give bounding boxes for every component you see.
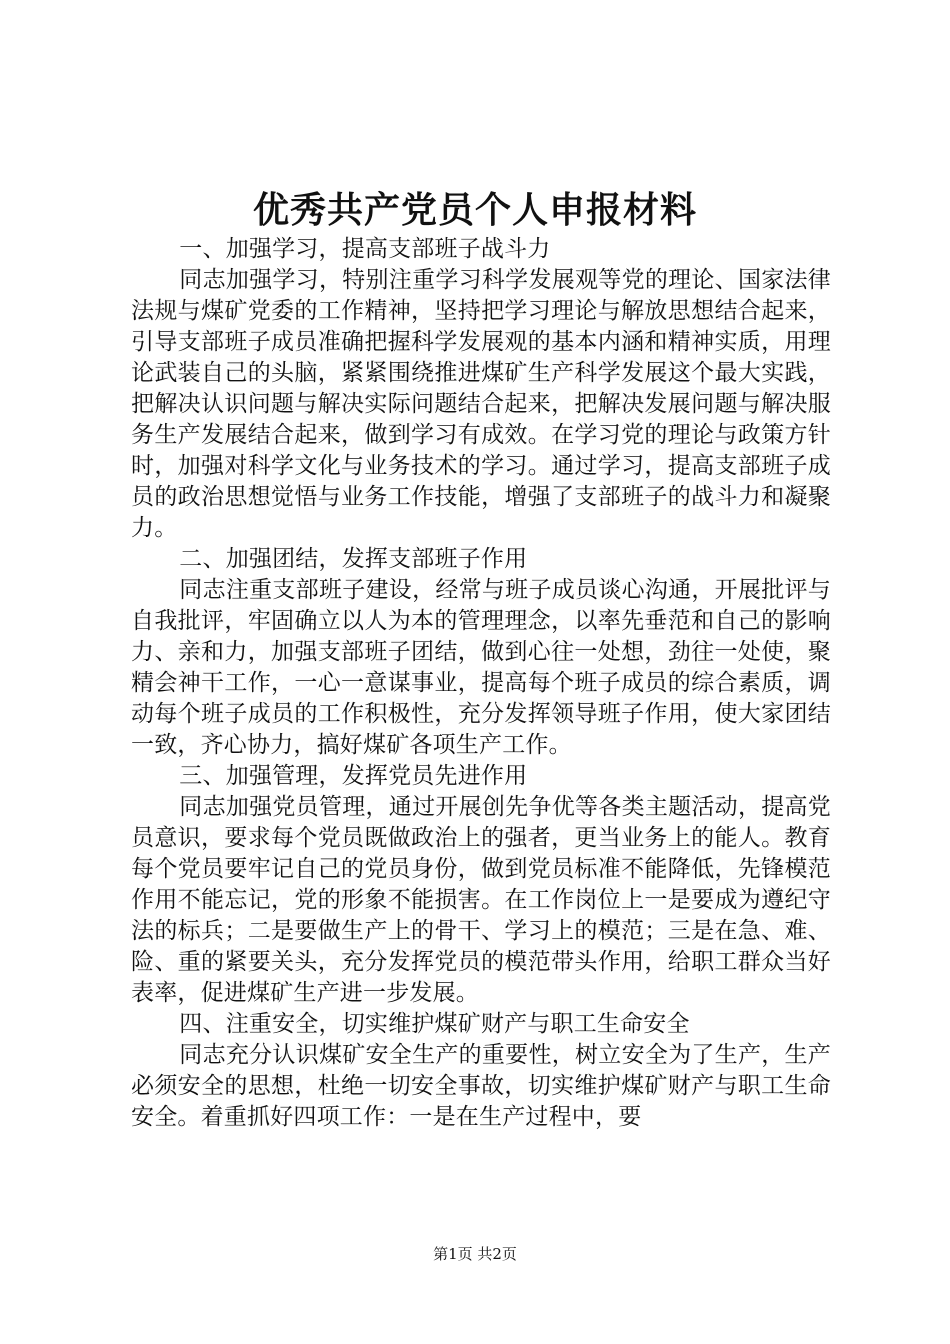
section-paragraph-2: 同志注重支部班子建设，经常与班子成员谈心沟通，开展批评与自我批评，牢固确立以人为本的管理理念，以率先垂范和自己的影响力、亲和力，加强支部班子团结，做到心往一处想，劲往一处使，聚精会神干工作，一心一意谋事业，提高每个班子成员的综合素质，调动每个班子成员的工作积极性，充分发挥领导班子作用，使大家团结一致，齐心协力，搞好煤矿各项生产工作。 bbox=[131, 577, 831, 758]
page-number-footer: 第1页 共2页 bbox=[433, 1245, 517, 1263]
section-heading-2: 二、加强团结，发挥支部班子作用 bbox=[179, 546, 528, 572]
document-body bbox=[131, 234, 831, 1133]
section-heading-1: 一、加强学习，提高支部班子战斗力 bbox=[179, 236, 551, 262]
section-paragraph-4: 同志充分认识煤矿安全生产的重要性，树立安全为了生产，生产必须安全的思想，杜绝一切安全事故，切实维护煤矿财产与职工生命安全。着重抓好四项工作：一是在生产过程中，要 bbox=[131, 1042, 831, 1130]
section-paragraph-3: 同志加强党员管理，通过开展创先争优等各类主题活动，提高党员意识，要求每个党员既做政治上的强者，更当业务上的能人。教育每个党员要牢记自己的党员身份，做到党员标准不能降低，先锋模范作用不能忘记，党的形象不能损害。在工作岗位上一是要成为遵纪守法的标兵；二是要做生产上的骨干、学习上的模范；三是在急、难、险、重的紧要关头，充分发挥党员的模范带头作用，给职工群众当好表率，促进煤矿生产进一步发展。 bbox=[131, 794, 831, 1006]
section-heading-3: 三、加强管理，发挥党员先进作用 bbox=[179, 763, 528, 789]
section-heading-4: 四、注重安全，切实维护煤矿财产与职工生命安全 bbox=[179, 1011, 690, 1037]
document-title: 优秀共产党员个人申报材料 bbox=[252, 189, 697, 231]
section-paragraph-1: 同志加强学习，特别注重学习科学发展观等党的理论、国家法律法规与煤矿党委的工作精神，坚持把学习理论与解放思想结合起来，引导支部班子成员准确把握科学发展观的基本内涵和精神实质，用理论武装自己的头脑，紧紧围绕推进煤矿生产科学发展这个最大实践，把解决认识问题与解决实际问题结合起来，把解决发展问题与解决服务生产发展结合起来，做到学习有成效。在学习党的理论与政策方针时，加强对科学文化与业务技术的学习。通过学习，提高支部班子成员的政治思想觉悟与业务工作技能，增强了支部班子的战斗力和凝聚力。 bbox=[131, 267, 831, 541]
